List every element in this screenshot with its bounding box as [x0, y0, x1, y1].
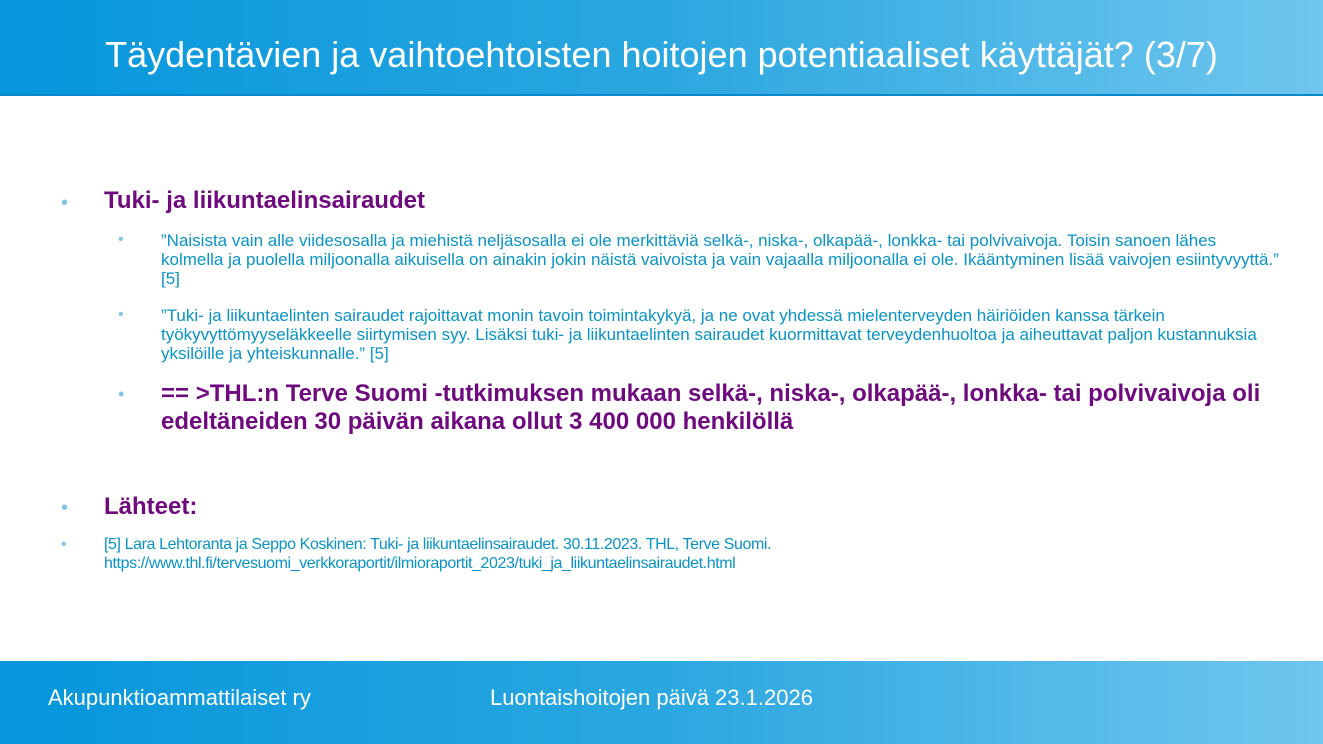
bullet-icon: •: [61, 497, 69, 519]
footer-organization: Akupunktioammattilaiset ry: [48, 685, 311, 710]
section-heading-musculoskeletal: Tuki- ja liikuntaelinsairaudet: [104, 187, 425, 214]
bullet-icon: •: [61, 536, 67, 553]
source-citation: [104, 535, 1204, 573]
source-citation-text: [5] Lara Lehtoranta ja Seppo Koskinen: Tuki- ja liikuntaelinsairaudet. 30.11.2023. THL, Terve Suomi.: [104, 536, 772, 553]
bullet-icon: •: [118, 231, 124, 248]
slide-title: Täydentävien ja vaihtoehtoisten hoitojen potentiaaliset käyttäjät? (3/7): [105, 34, 1218, 75]
bullet-icon: •: [61, 192, 69, 214]
footer-event: Luontaishoitojen päivä 23.1.2026: [490, 685, 813, 710]
section-heading-sources: Lähteet:: [104, 493, 198, 520]
highlight-statement: == >THL:n Terve Suomi -tutkimuksen mukaan selkä-, niska-, olkapää-, lonkka- tai polvivaivoja oli edeltäneiden 30 päivän aikana ollut 3 400 000 henkilöllä: [161, 380, 1261, 435]
quote-item-2: ”Tuki- ja liikuntaelinten sairaudet rajoittavat monin tavoin toimintakykyä, ja ne ovat yhdessä mielenterveyden häiriöiden kanssa tärkein työkyvyttömyyseläkkeelle siirtymisen syy. Lisäksi tuki- ja liikuntaelinten sairaudet kuormittavat terveydenhuoltoa ja aiheuttavat paljon kustannuksia yksilöille ja yhteiskunnalle.” [5]: [161, 306, 1257, 363]
slide-footer: [0, 661, 1323, 744]
bullet-icon: •: [118, 306, 124, 323]
bullet-icon: •: [118, 384, 125, 404]
source-url[interactable]: https://www.thl.fi/tervesuomi_verkkoraportit/ilmioraportit_2023/tuki_ja_liikuntaelinsairaudet.html: [104, 555, 736, 572]
slide-header: [0, 0, 1323, 96]
quote-item-1: ”Naisista vain alle viidesosalla ja miehistä neljäsosalla ei ole merkittäviä selkä-, niska-, olkapää-, lonkka- tai polvivaivoja. Toisin sanoen lähes kolmella ja puolella miljoonalla aikuisella on ainakin jokin näistä vaivoista ja vain vajaalla miljoonalla ei ole. Ikääntyminen lisää vaivojen esiintyvyyttä.” [5]: [161, 231, 1279, 288]
